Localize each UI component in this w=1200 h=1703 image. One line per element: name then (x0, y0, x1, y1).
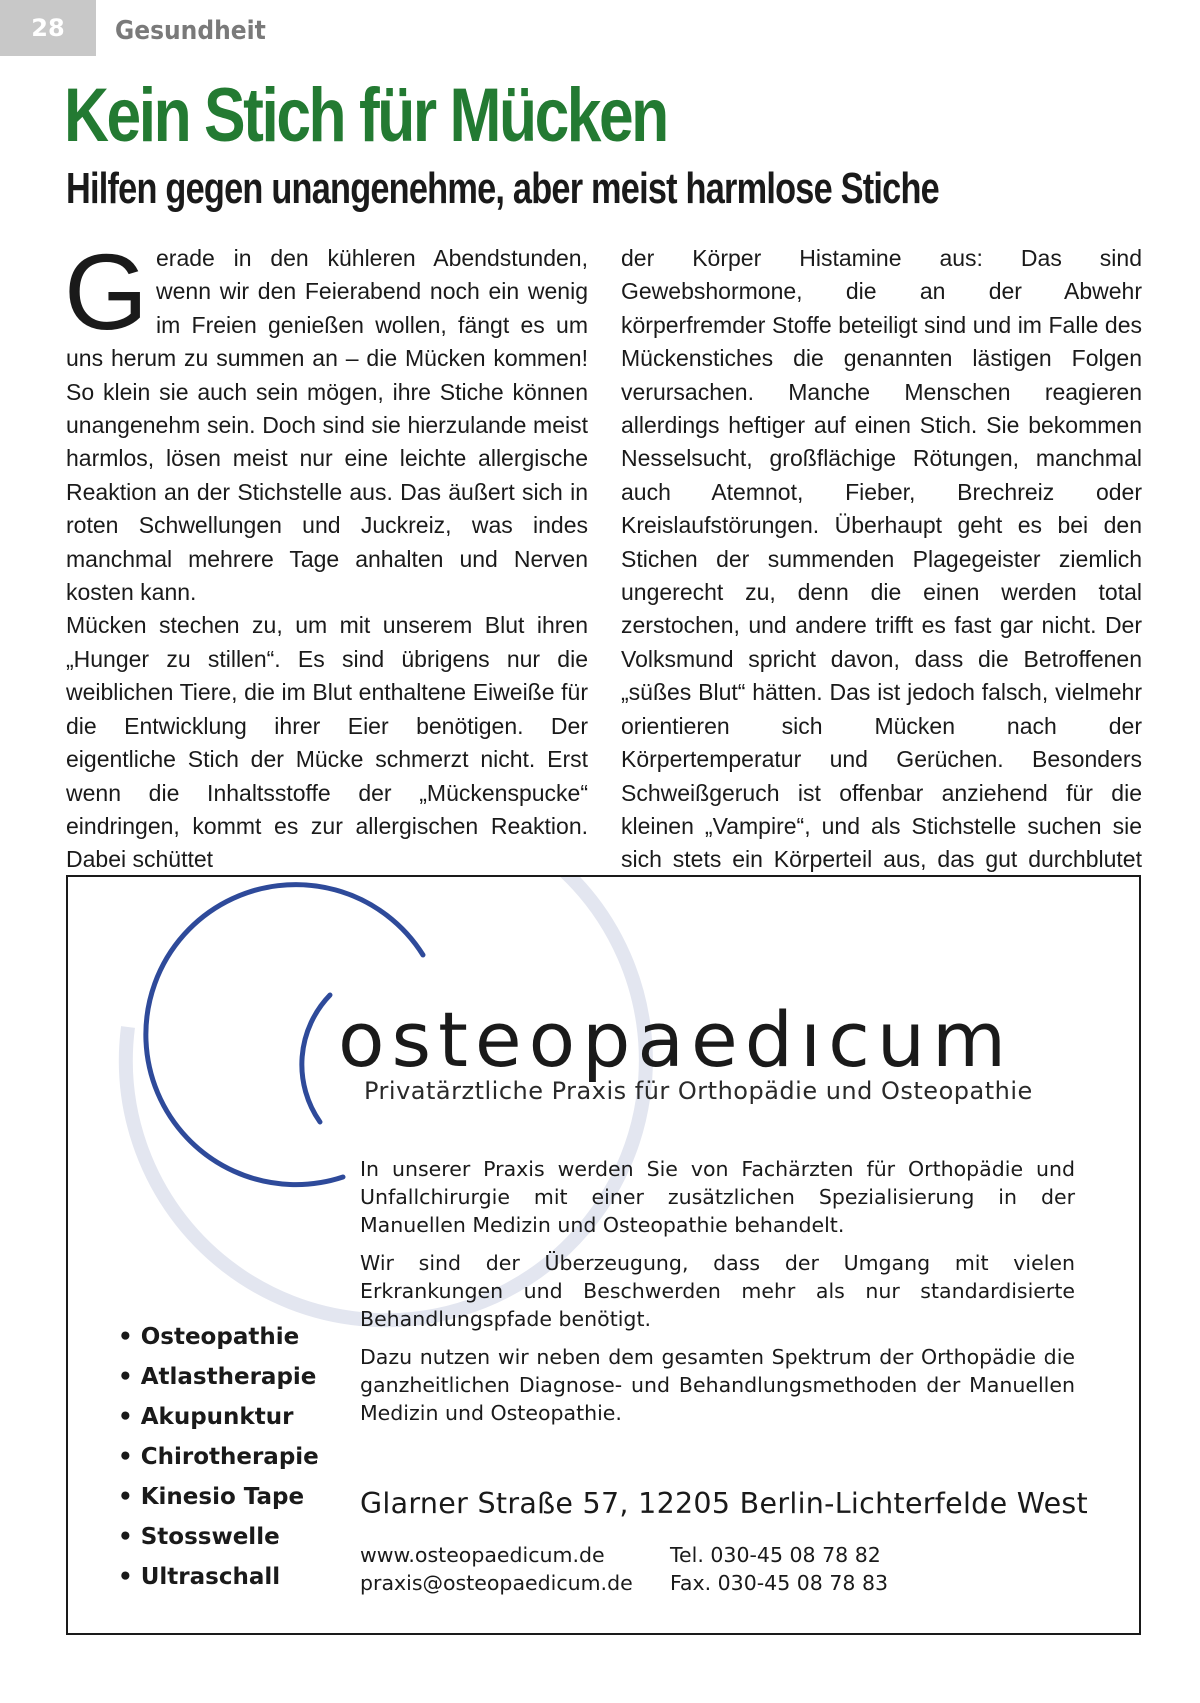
service-item: • Osteopathie (118, 1317, 319, 1357)
service-item: • Chirotherapie (118, 1437, 319, 1477)
paragraph-1-text: erade in den kühleren Abendstunden, wenn wir den Feierabend noch ein wenig im Freien genießen wollen, fängt es um uns herum zu summen an – die Mücken kommen! So klein sie auch sein mögen, ihre Stiche können unangenehm sein. Doch sind sie hierzulande meist harmlos, lösen meist nur eine leichte allergische Reaktion an der Stichstelle aus. Das äußert sich in roten Schwellungen und Juckreiz, was indes manchmal mehrere Tage anhalten und Nerven kosten kann. (66, 245, 588, 606)
service-item: • Stosswelle (118, 1517, 319, 1557)
ad-body-paragraph: Wir sind der Überzeugung, dass der Umgang mit vielen Erkrankungen und Beschwerden mehr als nur standardisierte Behandlungspfade benötigt. (360, 1251, 1075, 1331)
contact-info (360, 1541, 888, 1597)
section-title: Gesundheit (115, 16, 266, 46)
advertisement (66, 875, 1141, 1635)
article-column-right (621, 242, 1142, 910)
service-item: • Akupunktur (118, 1397, 319, 1437)
services-list (118, 1317, 319, 1597)
article-column-left (64, 231, 588, 877)
logo-arc-inner (302, 995, 330, 1122)
ad-tagline: Privatärztliche Praxis für Orthopädie und Osteopathie (364, 1077, 1033, 1105)
drop-cap: G (64, 231, 149, 352)
ad-body-paragraph: Dazu nutzen wir neben dem gesamten Spektrum der Orthopädie die ganzheitlichen Diagnose- und Behandlungsmethoden der Manuellen Medizin und Osteopathie. (360, 1345, 1075, 1425)
article-title: Kein Stich für Mücken (64, 73, 667, 158)
service-item: • Ultraschall (118, 1557, 319, 1597)
email-link[interactable]: praxis@osteopaedicum.de (360, 1571, 633, 1595)
service-item: • Kinesio Tape (118, 1477, 319, 1517)
article-paragraph-1 (64, 231, 588, 609)
page-number: 28 (0, 0, 96, 56)
osteopaedicum-logo-text: osteopaedıcum (338, 995, 1014, 1084)
website-link[interactable]: www.osteopaedicum.de (360, 1543, 605, 1567)
article-paragraph-3: der Körper Histamine aus: Das sind Gewebshormone, die an der Abwehr körperfremder Stoffe beteiligt sind und im Falle des Mückenstiches die genannten lästigen Folgen verursachen. Manche Menschen reagieren allerdings heftiger auf einen Stich. Sie bekommen Nesselsucht, großflächige Rötungen, manchmal auch Atemnot, Fieber, Brechreiz oder Kreislaufstörungen. Überhaupt geht es bei den Stichen der summenden Plagegeister ziemlich ungerecht zu, denn die einen werden total zerstochen, und andere trifft es fast gar nicht. Der Volksmund spricht davon, dass die Betroffenen „süßes Blut“ hätten. Das ist jedoch falsch, vielmehr orientieren sich Mücken nach der Körpertemperatur und Gerüchen. Besonders Schweißgeruch ist offenbar anziehend für die kleinen „Vampire“, und als Stichstelle suchen sie sich stets ein Körperteil aus, das gut durchblutet (621, 245, 1142, 873)
practice-address: Glarner Straße 57, 12205 Berlin-Lichterfelde West (360, 1487, 1089, 1520)
ad-body (360, 1155, 1075, 1437)
fax-number: Fax. 030-45 08 78 83 (670, 1571, 889, 1595)
phone-number: Tel. 030-45 08 78 82 (670, 1543, 881, 1567)
service-item: • Atlastherapie (118, 1357, 319, 1397)
article-subtitle: Hilfen gegen unangenehme, aber meist harmlose Stiche (66, 164, 939, 213)
ad-body-paragraph: In unserer Praxis werden Sie von Fachärzten für Orthopädie und Unfallchirurgie mit einer zusätzlichen Spezialisierung in der Manuellen Medizin und Osteopathie behandelt. (360, 1157, 1075, 1237)
article-paragraph-2: Mücken stechen zu, um mit unserem Blut ihren „Hunger zu stillen“. Es sind übrigens nur die weiblichen Tiere, die im Blut enthaltene Eiweiße für die Entwicklung ihrer Eier benötigen. Der eigentliche Stich der Mücke schmerzt nicht. Erst wenn die Inhaltsstoffe der „Mückenspucke“ eindringen, kommt es zur allergischen Reaktion. Dabei schüttet (66, 612, 588, 873)
